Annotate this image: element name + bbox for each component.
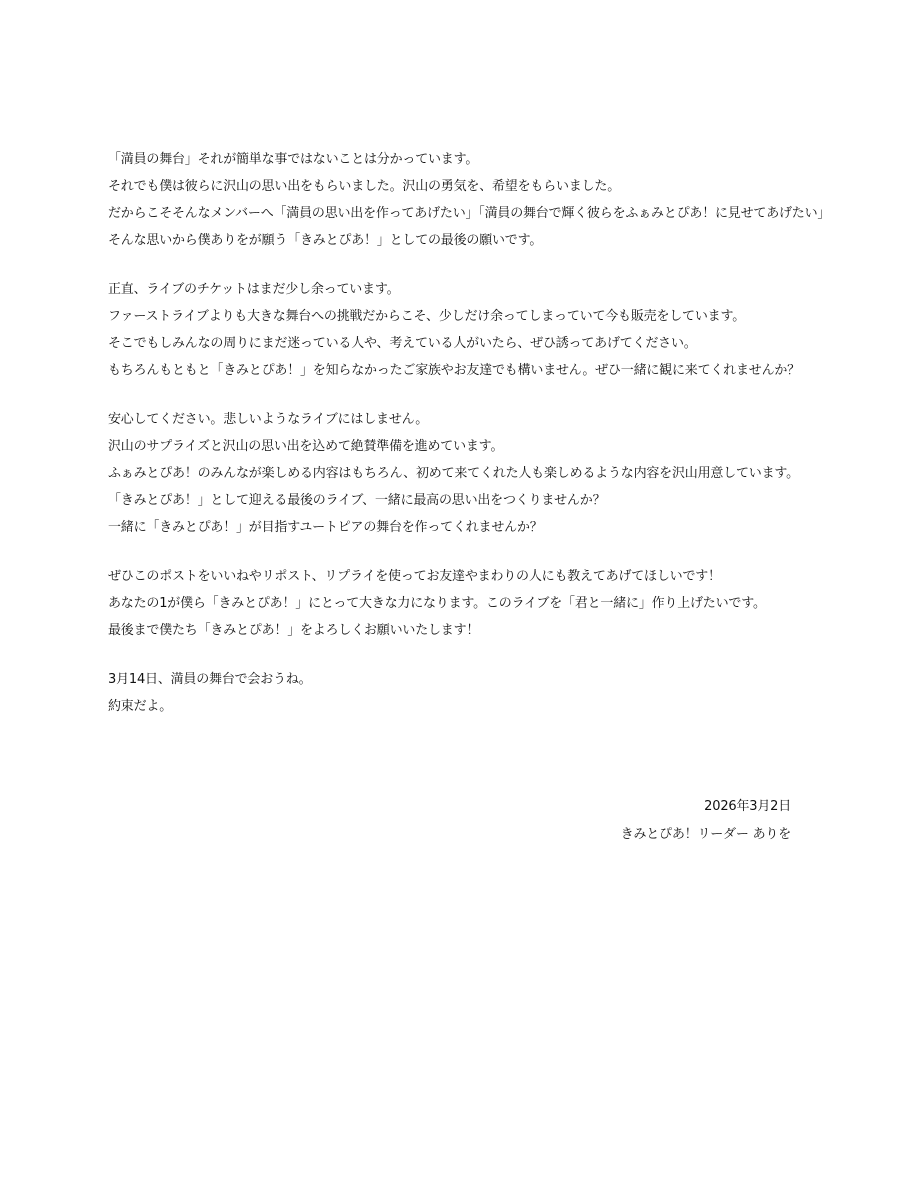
signature-block: [621, 793, 791, 849]
letter-line: そこでもしみんなの周りにまだ迷っている人や、考えている人がいたら、ぜひ誘ってあげてください。: [108, 336, 697, 351]
paragraph-tickets: [108, 276, 808, 384]
letter-date: 2026年3月2日: [704, 799, 791, 814]
letter-line: 最後まで僕たち「きみとぴあ！」をよろしくお願いいたします！: [108, 623, 480, 638]
letter-line: 正直、ライブのチケットはまだ少し余っています。: [108, 282, 400, 297]
letter-line: 約束だよ。: [108, 699, 173, 714]
paragraph-full-house: [108, 146, 831, 254]
paragraph-share-request: [108, 563, 808, 644]
letter-line: 「きみとぴあ！」として迎える最後のライブ、一緒に最高の思い出をつくりませんか？: [108, 493, 606, 508]
paragraph-closing: [108, 666, 808, 720]
letter-line: 一緒に「きみとぴあ！」が目指すユートピアの舞台を作ってくれませんか？: [108, 520, 543, 535]
letter-author: きみとぴあ！リーダー ありを: [620, 827, 791, 842]
letter-line: もちろんもともと「きみとぴあ！」を知らなかったご家族やお友達でも構いません。ぜひ一緒に観に来てくれませんか？: [108, 363, 800, 378]
letter-line: ファーストライブよりも大きな舞台への挑戦だからこそ、少しだけ余ってしまっていて今も販売をしています。: [108, 309, 746, 324]
letter-line: だからこそそんなメンバーへ「満員の思い出を作ってあげたい」「満員の舞台で輝く彼らをふぁみとぴあ！に見せてあげたい」: [108, 206, 831, 221]
letter-line: あなたの1が僕ら「きみとぴあ！」にとって大きな力になります。このライブを「君と一緒に」作り上げたいです。: [108, 596, 766, 611]
paragraph-reassurance: [108, 406, 808, 541]
letter-body: [108, 146, 831, 742]
letter-line: ぜひこのポストをいいねやリポスト、リプライを使ってお友達やまわりの人にも教えてあげてほしいです！: [108, 569, 721, 584]
letter-line: それでも僕は彼らに沢山の思い出をもらいました。沢山の勇気を、希望をもらいました。: [108, 179, 621, 194]
letter-line: そんな思いから僕ありをが願う「きみとぴあ！」としての最後の願いです。: [108, 233, 543, 248]
letter-line: 安心してください。悲しいようなライブにはしません。: [108, 412, 429, 427]
letter-line: 3月14日、満員の舞台で会おうね。: [108, 672, 312, 687]
letter-line: 「満員の舞台」それが簡単な事ではないことは分かっています。: [108, 152, 479, 167]
letter-line: ふぁみとぴあ！のみんなが楽しめる内容はもちろん、初めて来てくれた人も楽しめるような内容を沢山用意しています。: [108, 466, 799, 481]
letter-line: 沢山のサプライズと沢山の思い出を込めて絶賛準備を進めています。: [108, 439, 504, 454]
